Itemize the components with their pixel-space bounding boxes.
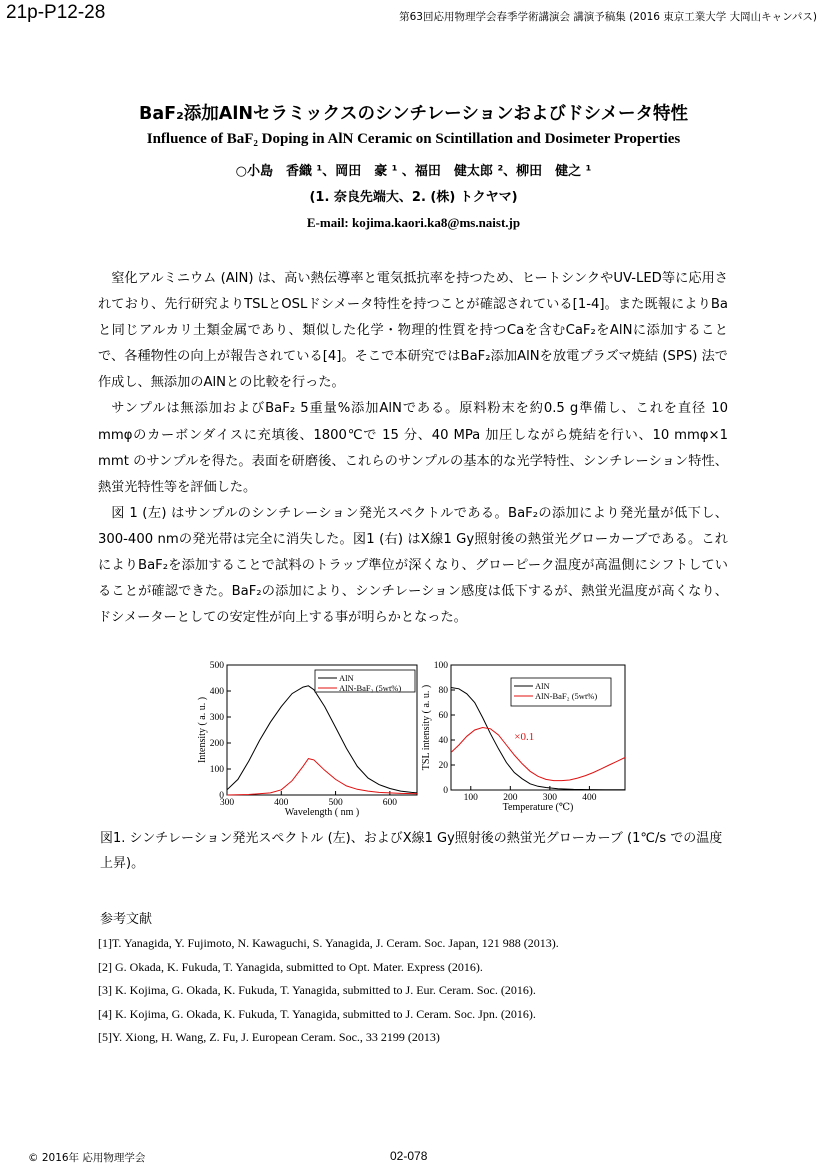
y-tick-label: 100 bbox=[209, 765, 224, 775]
x-tick-label: 400 bbox=[274, 798, 289, 808]
y-tick-label: 300 bbox=[209, 713, 224, 723]
y-tick-label: 500 bbox=[209, 661, 224, 671]
series-line-aln-baf2 bbox=[451, 728, 625, 781]
paragraph-intro: 窒化アルミニウム (AlN) は、高い熱伝導率と電気抵抗率を持つため、ヒートシンクやUV-LED等に応用されており、先行研究よりTSLとOSLドシメータ特性を持つことが確認されている[1-4]。また既報によりBaと同じアルカリ土類金属であり、類似した化学・物理的性質を持つCaを含むCaF₂をAlNに添加することで、各種物性の向上が報告されている[4]。そこで本研究ではBaF₂添加AlNを放電プラズマ焼結 (SPS) 法で作成し、無添加のAlNとの比較を行った。 bbox=[98, 271, 728, 391]
reference-item: [4] K. Kojima, G. Okada, K. Fukuda, T. Yanagida, submitted to J. Ceram. Soc. Jpn. (2016). bbox=[98, 1006, 536, 1021]
abstract-id: 21p-P12-28 bbox=[6, 2, 106, 23]
figure-caption: 図1. シンチレーション発光スペクトル (左)、およびX線1 Gy照射後の熱蛍光グローカーブ (1℃/s での温度上昇)。 bbox=[100, 831, 723, 871]
series-line-aln bbox=[227, 686, 417, 793]
reference-item: [3] K. Kojima, G. Okada, K. Fukuda, T. Yanagida, submitted to J. Eur. Ceram. Soc. (2016). bbox=[98, 983, 536, 997]
reference-item: [1]T. Yanagida, Y. Fujimoto, N. Kawaguchi, S. Yanagida, J. Ceram. Soc. Japan, 121 988 (2013). bbox=[98, 936, 559, 950]
figure-1 bbox=[190, 660, 640, 820]
author-list: ○小島 香織 ¹、岡田 豪 ¹ 、福田 健太郎 ²、柳田 健之 ¹ bbox=[235, 164, 592, 179]
x-tick-label: 500 bbox=[328, 798, 343, 808]
series-line-aln-baf2 bbox=[227, 759, 417, 795]
page-number: 02-078 bbox=[390, 1149, 428, 1163]
x-tick-label: 100 bbox=[463, 793, 478, 803]
abstract-body bbox=[98, 266, 728, 631]
y-axis-label: Intensity ( a. u. ) bbox=[197, 696, 208, 764]
x-axis-label: Wavelength ( nm ) bbox=[284, 807, 360, 818]
references-heading: 参考文献 bbox=[100, 912, 153, 927]
x-tick-label: 600 bbox=[382, 798, 397, 808]
scale-annotation: ×0.1 bbox=[514, 731, 535, 743]
copyright-footer: © 2016年 応用物理学会 bbox=[28, 1152, 146, 1164]
y-tick-label: 0 bbox=[219, 791, 224, 801]
y-tick-label: 100 bbox=[433, 661, 448, 671]
x-tick-label: 300 bbox=[219, 798, 235, 808]
contact-email: E-mail: kojima.kaori.ka8@ms.naist.jp bbox=[306, 215, 521, 230]
y-tick-label: 400 bbox=[209, 687, 224, 697]
title-english: Influence of BaF₂ Doping in AlN Ceramic on Scintillation and Dosimeter Properties bbox=[146, 131, 681, 147]
reference-list bbox=[98, 932, 559, 1050]
paragraph-results: 図 1 (左) はサンプルのシンチレーション発光スペクトルである。BaF₂の添加により発光量が低下し、300-400 nmの発光帯は完全に消失した。図1 (右) はX線1 Gy照射後の熱蛍光グローカーブである。これによりBaF₂を添加することで試料のトラップ準位が深くなり、グローピーク温度が高温側にシフトしていることが確認できた。BaF₂の添加により、シンチレーション感度は低下するが、熱蛍光温度が高くなり、ドシメーターとしての安定性が向上する事が明らかとなった。 bbox=[98, 505, 728, 626]
y-tick-label: 0 bbox=[443, 786, 448, 796]
y-tick-label: 60 bbox=[438, 711, 448, 721]
legend-label: AlN-BaF₂ (5wt%) bbox=[339, 683, 402, 693]
glow-curve-chart bbox=[421, 660, 640, 820]
legend-label: AlN bbox=[339, 673, 354, 683]
x-tick-label: 200 bbox=[503, 793, 518, 803]
legend-label: AlN-BaF₂ (5wt%) bbox=[535, 691, 598, 701]
conference-header: 第63回応用物理学会春季学術講演会 講演予稿集 (2016 東京工業大学 大岡山キャンパス) bbox=[399, 11, 817, 23]
reference-item: [5]Y. Xiong, H. Wang, Z. Fu, J. European Ceram. Soc., 33 2199 (2013) bbox=[98, 1030, 440, 1044]
affiliations: (1. 奈良先端大、2. (株) トクヤマ) bbox=[309, 190, 518, 205]
y-tick-label: 40 bbox=[438, 736, 448, 746]
reference-item: [2] G. Okada, K. Fukuda, T. Yanagida, submitted to Opt. Mater. Express (2016). bbox=[98, 959, 483, 974]
title-japanese: BaF₂添加AlNセラミックスのシンチレーションおよびドシメータ特性 bbox=[139, 104, 688, 124]
x-tick-label: 300 bbox=[542, 793, 557, 803]
paragraph-method: サンプルは無添加およびBaF₂ 5重量%添加AlNである。原料粉末を約0.5 g準備し、これを直径 10 mmφのカーボンダイスに充填後、1800℃で 15 分、40 MPa 加圧しながら焼結を行い、10 mmφ×1 mmt のサンプルを得た。表面を研磨後、これらのサンプルの基本的な光学特性、シンチレーション特性、熱蛍光特性等を評価した。 bbox=[98, 401, 728, 495]
y-tick-label: 20 bbox=[438, 761, 448, 771]
y-tick-label: 80 bbox=[438, 686, 448, 696]
scintillation-spectrum-chart bbox=[190, 660, 425, 820]
x-tick-label: 400 bbox=[582, 793, 597, 803]
x-axis-label: Temperature (℃) bbox=[502, 802, 574, 813]
y-axis-label: TSL intensity ( a. u. ) bbox=[421, 684, 432, 771]
legend-label: AlN bbox=[535, 681, 550, 691]
y-tick-label: 200 bbox=[209, 739, 224, 749]
